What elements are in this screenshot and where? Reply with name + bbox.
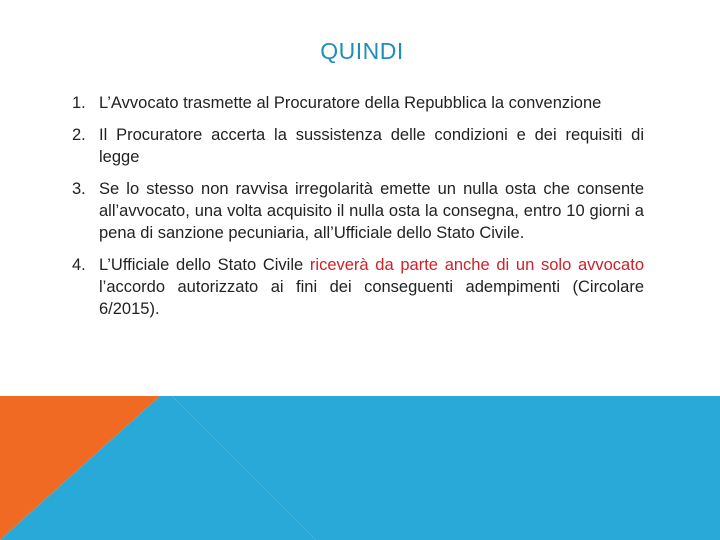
list-item-2 bbox=[72, 124, 644, 168]
list-item-number: 1. bbox=[72, 94, 86, 112]
list-item-text: Se lo stesso non ravvisa irregolarità emette un nulla osta che consente all’avvocato, una volta acquisito il nulla osta la consegna, entro 10 giorni a pena di sanzione pecuniaria, all’Ufficiale dello Stato Civile. bbox=[99, 180, 644, 242]
list-item-3 bbox=[72, 178, 644, 244]
list-item-4 bbox=[72, 254, 644, 320]
list-item-text-before: L’Ufficiale dello Stato Civile bbox=[99, 256, 310, 274]
list-item-text-after: l’accordo autorizzato ai fini dei conseguenti adempimenti (Circolare 6/2015). bbox=[99, 278, 644, 318]
slide-title: QUINDI bbox=[320, 38, 404, 64]
list-item-1 bbox=[72, 92, 644, 114]
list-item-text: Il Procuratore accerta la sussistenza delle condizioni e dei requisiti di legge bbox=[99, 126, 644, 166]
decorative-bottom-shapes bbox=[0, 396, 720, 540]
list-item-number: 2. bbox=[72, 126, 86, 144]
list-item-number: 4. bbox=[72, 256, 86, 274]
list-item-number: 3. bbox=[72, 180, 86, 198]
list-item-text: L’Avvocato trasmette al Procuratore della Repubblica la convenzione bbox=[99, 94, 602, 112]
numbered-list bbox=[72, 92, 644, 330]
list-item-text-highlight: riceverà da parte anche di un solo avvocato bbox=[309, 256, 644, 274]
